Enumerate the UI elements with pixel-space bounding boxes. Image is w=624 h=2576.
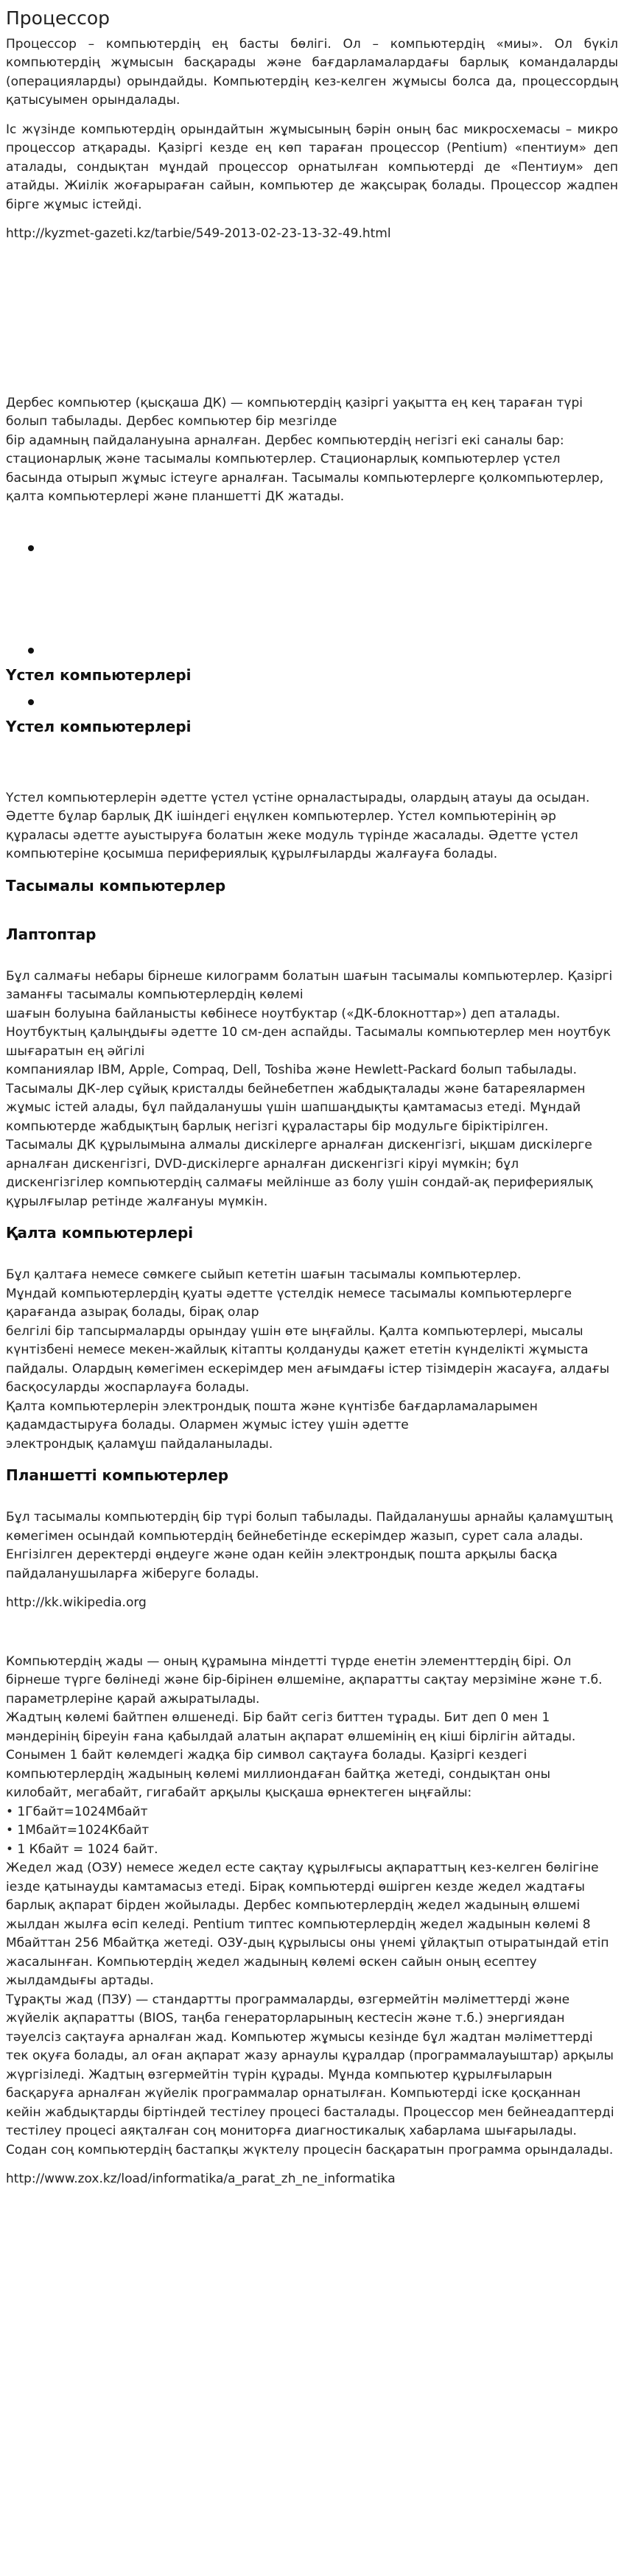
blank-space [6, 517, 618, 539]
source-link-zox[interactable]: http://www.zox.kz/load/informatika/a_parat_zh_ne_informatika [6, 2171, 396, 2186]
pocket-line: электрондық қаламұш пайдаланылады. [6, 1436, 273, 1452]
blank-space [6, 904, 618, 919]
blank-space [6, 953, 618, 967]
heading-portable-computers: Тасымалы компьютерлер [6, 876, 226, 895]
paragraph-desktop: Үстел компьютерлерін әдетте үстел үстіне орналастырады, олардың атауы да осыдан. Әдетте бұлар барлық ДК ішіндегі еңүлкен компьютерлер. Үстел компьютерінің әр құраласы әдетте ауыстыруға болатын жеке модуль түрінде жасалады. Әдетте үстел компьютеріне қосымша перифериялық құрылғыларды жалғауға болады. [6, 790, 590, 861]
memory-unit-line: • 1 Кбайт = 1024 байт. [6, 1841, 158, 1857]
blank-space [6, 557, 618, 642]
empty-bullet-list [6, 642, 618, 659]
blank-space [6, 745, 618, 789]
heading-desktop-computers: Үстел компьютерлері [6, 717, 192, 735]
blank-space [6, 254, 618, 394]
pocket-line: белгілі бір тапсырмаларды орындау үшін өте ыңғайлы. Қалта компьютерлері, мысалы күнтізбені немесе мекен-жайлық кітапты қолдануды қажет ететін күнделікті жұмыста пайдалы. Олардың көмегімен ескерімдер мен ағымдағы істер тізімдерін жасауға, алдағы басқосуларды жоспарлауға болады. [6, 1323, 610, 1395]
blank-space [6, 1494, 618, 1508]
laptops-line: Бұл салмағы небары бірнеше килограмм болатын шағын тасымалы компьютерлер. Қазіргі заманғы тасымалы компьютерлердің көлемі [6, 968, 613, 1002]
paragraph-tablet: Бұл тасымалы компьютердің бір түрі болып табылады. Пайдаланушы арнайы қаламұштың көмегімен осындай компьютердің бейнебетінде ескерімдер жазып, сурет сала алады. Енгізілген деректерді өңдеуге және одан кейін электрондық пошта арқылы басқа пайдаланушыларға жіберуге болады. [6, 1510, 613, 1581]
empty-bullet [24, 539, 618, 557]
source-link-kyzmet[interactable]: http://kyzmet-gazeti.kz/tarbie/549-2013-02-23-13-32-49.html [6, 226, 391, 241]
article [0, 4, 624, 2229]
heading-laptops: Лаптоптар [6, 925, 97, 943]
pocket-line: Мұндай компьютерлердің қуаты әдетте үстелдік немесе тасымалы компьютерлерге қарағанда азырақ болады, бірақ олар [6, 1286, 572, 1320]
paragraph-pocket-computers [6, 1266, 618, 1454]
blank-space [6, 1623, 618, 1653]
memory-line: Компьютердің жады — оның құрамына міндетті түрде енетін элементтердің бірі. Ол бірнеше түрге бөлінеді және бір-бірінен өлшеміне, ақпаратты сақтау мерзіміне және т.б. параметрлеріне қарай ажыратылады. [6, 1653, 603, 1707]
paragraph-laptops [6, 967, 618, 1212]
paragraph-processor-detail: Іс жүзінде компьютердің орындайтын жұмысының бәрін оның бас микросхемасы – микро процессор атқарады. Қазіргі кезде ең көп тараған процессор (Pentium) «пентиум» деп аталады, сондықтан мұндай процессор орнатылған компьютерді де «Пентиум» деп атайды. Жиілік жоғарыраған сайын, компьютер де жақсырақ болады. Процессор жадпен бірге жұмыс істейді. [6, 122, 618, 212]
memory-line: Жадтың көлемі байтпен өлшенеді. Бір байт сегіз биттен тұрады. Бит деп 0 мен 1 мәндерінің біреуін ғана қабылдай алатын ақпарат өлшемінің ең кіші бірлігін айтады. Сонымен 1 байт көлемдегі жадқа бір символ сақтауға болады. Қазіргі кездегі компьютерлердің жадының көлемі миллиондаған байтқа жетеді, сондықтан оны килобайт, мегабайт, гигабайт арқылы қысқаша өрнектеген ыңғайлы: [6, 1710, 576, 1800]
pc-definition-line: Дербес компьютер (қысқаша ДК) — компьютердің қазіргі уақытта ең кең тараған түрі болып табылады. Дербес компьютер бір мезгілде [6, 395, 583, 429]
paragraph-processor-intro: Процессор – компьютердің ең басты бөлігі. Ол – компьютердің «миы». Ол бүкіл компьютердің жұмысын басқарады және бағдарламалардағы барлық командаларды (операцияларды) орындайды. Компьютердің кез-келген жұмысы болса да, процессордың қатысуымен орындалады. [6, 36, 618, 108]
memory-unit-line: • 1Мбайт=1024Кбайт [6, 1823, 150, 1838]
laptops-line: компаниялар IBM, Apple, Compaq, Dell, Toshiba және Hewlett-Packard болып табылады. Тасымалы ДК-лер сұйық кристалды бейнебетпен жабдықталады және батареялармен жұмыс істей алады, бұл пайдаланушы үшін шапшаңдықты қамтамасыз етеді. Мұндай компьютерде жабдықтың барлық негізгі құраластары бір модульге біріктірілген. Тасымалы ДК құрылымына алмалы дискілерге арналған дискенгізгі, ықшам дискілерге арналған дискенгізгі, DVD-дискілерге арналған дискенгізгі кіруі мүмкін; бұл дискенгізгілер компьютердің салмағы мейлінше аз болу үшін сондай-ақ перифериялық құрылғылар ретінде жалғануы мүмкін. [6, 1063, 593, 1209]
paragraph-pc-definition [6, 394, 618, 507]
empty-bullet-list [6, 539, 618, 557]
memory-unit-line: • 1Гбайт=1024Мбайт [6, 1804, 148, 1819]
pc-definition-line: бір адамның пайдалануына арналған. Дербес компьютердің негізгі екі саналы бар: стационарлық және тасымалы компьютерлер. Стационарлық компьютерлер үстел басында отырып жұмыс істеуге арналған. Тасымалы компьютерлерге қолкомпьютерлер, қалта компьютерлері және планшетті ДК жатады. [6, 433, 604, 504]
pocket-line: Бұл қалтаға немесе сөмкеге сыйып кететін шағын тасымалы компьютерлер. [6, 1267, 522, 1282]
memory-line: Жедел жад (ОЗУ) немесе жедел есте сақтау құрылғысы ақпараттың кез-келген бөлігіне іезде қатынауды камтамасыз етеді. Бірақ компьютерді өшірген кезде жедел жадтағы барлық ақпарат бірден жойылады. Дербес компьютерлердің жедел жадының өлшемі жылдан жылға өсіп келеді. Pentium типтес компьютерлердің жедел жадынын көлемі 8 Мбайттан 256 Мбайтқа жетеді. ОЗУ-дың құрылысы оны үнемі ұйлақтып отыратындай етіп жасалынған. Компьютердің жедел жадының көлемі өскен сайын оның есептеу жылдамдығы артады. [6, 1861, 609, 1988]
source-link-wikipedia[interactable]: http://kk.wikipedia.org [6, 1595, 147, 1610]
memory-line: Тұрақты жад (ПЗУ) — стандартты программаларды, өзгермейтін мәліметтерді және жүйелік ақпаратты (BIOS, таңба генераторларының кестесін және т.б.) энергиядан тәуелсіз сақтауға арналған жад. Компьютер жұмысы кезінде бұл жадтан мәліметтерді тек оқуға болады, ал оған ақпарат жазу арнаулы құралдар (программалауыштар) арқылы жүргізіледі. Жадтың өзгермейтін түрін құрады. Мұнда компьютер құрылғыларын басқаруға арналған жүйелік программалар орнатылған. Компьютерді іске қосқаннан кейін жабдықтарды біртіндей тестілеу процесі басталады. Процессор мен бейнеадаптерді тестілеу процесі аяқталған соң мониторға диагностикалық хабарлама шығарылады. Содан соң компьютердің бастапқы жүктелу процесін басқаратын программа орындалады. [6, 1992, 614, 2157]
heading-desktop-computers: Үстел компьютерлері [6, 665, 192, 684]
blank-space [6, 1251, 618, 1266]
empty-bullet [24, 642, 618, 659]
pocket-line: Қалта компьютерлерін электрондық пошта және күнтізбе бағдарламаларымен қадамдастыруға болады. Олармен жұмыс істеу үшін әдетте [6, 1399, 538, 1432]
heading-tablet-computers: Планшетті компьютерлер [6, 1466, 229, 1484]
empty-bullet [24, 693, 618, 711]
paragraph-memory [6, 1653, 618, 2160]
laptops-line: шағын болуына байланысты көбінесе ноутбуктар («ДК-блокноттар») деп аталады. Ноутбуктың қалыңдығы әдетте 10 см-ден аспайды. Тасымалы компьютерлер мен ноутбук шығаратын ең әйгілі [6, 1006, 611, 1059]
heading-pocket-computers: Қалта компьютерлері [6, 1224, 194, 1242]
empty-bullet-list [6, 693, 618, 711]
page-title: Процессор [6, 7, 111, 29]
